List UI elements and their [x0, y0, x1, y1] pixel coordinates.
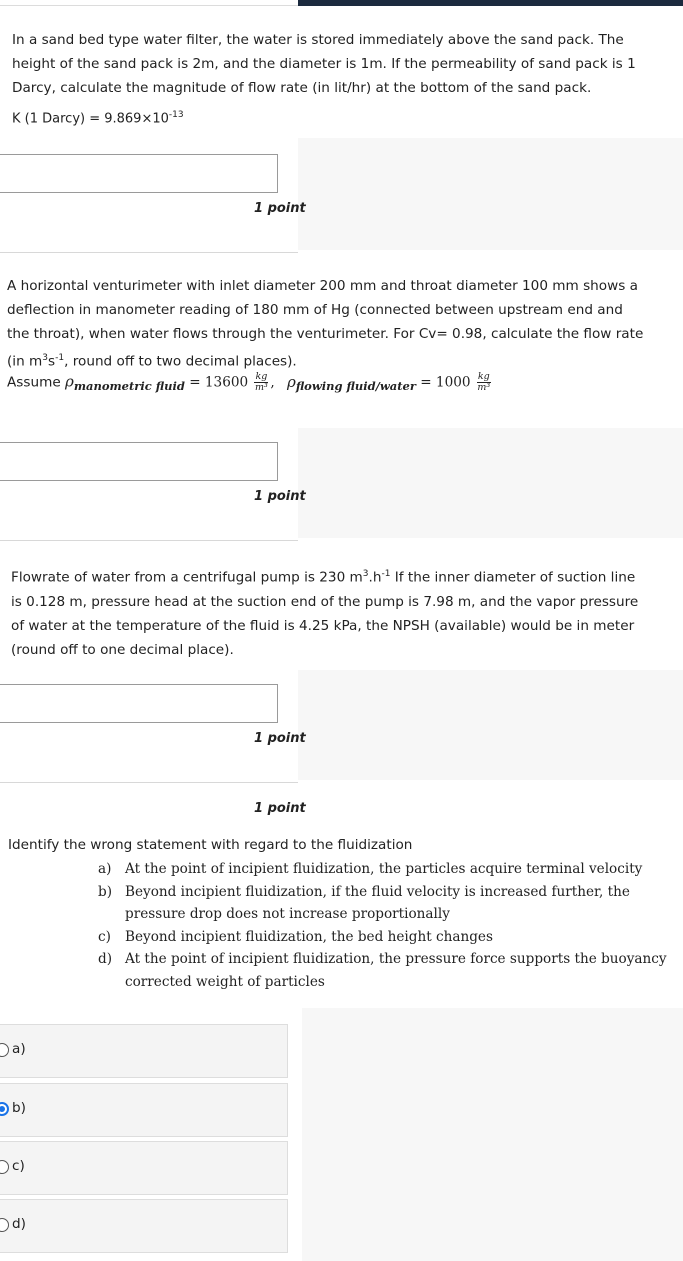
statement-d-text: At the point of incipient fluidization, the pressure force supports the buoyancy corrected weight of particles: [125, 951, 667, 990]
question-1-divider: [0, 252, 298, 253]
question-2-text: [7, 274, 669, 374]
question-2-unit-1-num: kg: [255, 371, 268, 382]
question-2-val-manometric: = 13600: [189, 374, 249, 391]
choice-b-label: b): [12, 1100, 26, 1116]
statement-c-text: Beyond incipient fluidization, the bed height changes: [125, 928, 493, 945]
question-2-unit-2-den: m³: [477, 382, 491, 393]
question-4-side-panel: [302, 1008, 683, 1261]
question-2-line-4-end: , round off to two decimal places).: [64, 353, 297, 370]
choice-a-label: a): [12, 1041, 26, 1057]
question-3-points: 1 point: [254, 731, 306, 746]
radio-b-selected-icon[interactable]: [0, 1102, 9, 1116]
question-2-answer-input[interactable]: [0, 442, 278, 481]
choice-d[interactable]: [0, 1199, 288, 1253]
statement-d: [98, 948, 668, 993]
statement-c: [98, 926, 668, 949]
choice-c[interactable]: [0, 1141, 288, 1195]
question-3-answer-input[interactable]: [0, 684, 278, 723]
question-1-note-text: K (1 Darcy) = 9.869×10: [12, 111, 169, 127]
statement-b-text: Beyond incipient fluidization, if the fluid velocity is increased further, the pressure drop does not increase proportionally: [125, 883, 630, 922]
question-3-side-panel: [298, 670, 683, 780]
question-2-sub-manometric: manometric fluid: [73, 379, 185, 394]
question-3-line-2: is 0.128 m, pressure head at the suction end of the pump is 7.98 m, and the vapor pressure: [11, 593, 639, 610]
question-2-line-4-sup-1: 3: [42, 353, 48, 363]
question-2-sub-flowing: flowing fluid/water: [295, 379, 416, 394]
question-3-card: [0, 554, 673, 670]
question-1-card: [0, 20, 676, 138]
question-3-text: [11, 562, 673, 662]
question-1-line-3: Darcy, calculate the magnitude of flow rate (in lit/hr) at the bottom of the sand pack.: [12, 80, 592, 96]
choice-b[interactable]: [0, 1083, 288, 1137]
question-2-card: [0, 266, 669, 428]
question-1-text: [12, 28, 672, 100]
question-2-line-1: A horizontal venturimeter with inlet diameter 200 mm and throat diameter 100 mm shows a: [7, 278, 638, 294]
question-2-line-4-sup-2: -1: [55, 353, 65, 363]
choice-a[interactable]: [0, 1024, 288, 1078]
question-1-answer-input[interactable]: [0, 154, 278, 193]
radio-a-icon[interactable]: [0, 1043, 9, 1057]
statement-b-letter: b): [98, 883, 113, 900]
question-3-line-3: of water at the temperature of the fluid is 4.25 kPa, the NPSH (available) would be in meter: [11, 617, 635, 634]
question-4-statements: [98, 858, 668, 993]
question-2-points: 1 point: [254, 489, 306, 504]
question-1-side-panel: [298, 138, 683, 250]
question-2-line-3: the throat), when water flows through the venturimeter. For Cv= 0.98, calculate the flow rate: [7, 326, 644, 342]
question-1-note: [12, 110, 184, 126]
statement-b: [98, 881, 668, 926]
question-1-line-2: height of the sand pack is 2m, and the diameter is 1m. If the permeability of sand pack is 1: [12, 56, 636, 72]
question-2-val-flowing: = 1000: [420, 374, 471, 391]
top-header-strip: [298, 0, 683, 6]
question-2-line-4: [7, 346, 669, 374]
statement-d-letter: d): [98, 951, 113, 967]
question-3-line-1-end: If the inner diameter of suction line: [390, 569, 636, 586]
question-2-comma: ,: [270, 374, 275, 391]
question-2-assume-label: Assume: [7, 374, 61, 391]
question-3-line-4: (round off to one decimal place).: [11, 641, 234, 658]
question-2-line-4-mid: s: [48, 353, 56, 370]
question-3-line-1: [11, 562, 673, 590]
question-2-assumption: [7, 372, 493, 393]
question-1-line-1: In a sand bed type water filter, the water is stored immediately above the sand pack. The: [12, 32, 624, 48]
choice-d-label: d): [12, 1216, 26, 1232]
question-1-points: 1 point: [254, 201, 306, 216]
statement-a-letter: a): [98, 861, 112, 877]
question-4-points: 1 point: [254, 801, 306, 816]
question-2-divider: [0, 540, 298, 541]
question-2-unit-2: [477, 372, 491, 393]
radio-c-icon[interactable]: [0, 1160, 9, 1174]
question-3-divider: [0, 782, 298, 783]
statement-a-text: At the point of incipient fluidization, the particles acquire terminal velocity: [125, 861, 643, 877]
question-2-rho-2: ρ: [286, 372, 296, 391]
question-2-line-2: deflection in manometer reading of 180 mm of Hg (connected between upstream end and: [7, 302, 623, 318]
statement-a: [98, 858, 668, 881]
statement-c-letter: c): [98, 928, 111, 945]
question-3-line-1-mid: .h: [368, 569, 382, 586]
question-3-line-1-start: Flowrate of water from a centrifugal pump is 230 m: [11, 569, 363, 586]
question-2-line-4-start: (in m: [7, 353, 43, 370]
question-2-unit-1: [254, 372, 268, 393]
question-3-line-1-sup-1: 3: [362, 569, 369, 579]
radio-d-icon[interactable]: [0, 1218, 9, 1232]
question-2-rho-1: ρ: [65, 372, 74, 391]
question-3-line-1-sup-2: -1: [381, 569, 391, 579]
choice-c-label: c): [12, 1158, 25, 1174]
question-2-unit-2-num: kg: [477, 371, 490, 382]
question-2-side-panel: [298, 428, 683, 538]
top-rule: [0, 5, 298, 6]
top-bar: [0, 0, 683, 6]
question-4-prompt: Identify the wrong statement with regard to the fluidization: [8, 837, 413, 853]
question-2-unit-1-den: m³: [254, 382, 268, 393]
question-1-note-exponent: -13: [168, 110, 184, 120]
